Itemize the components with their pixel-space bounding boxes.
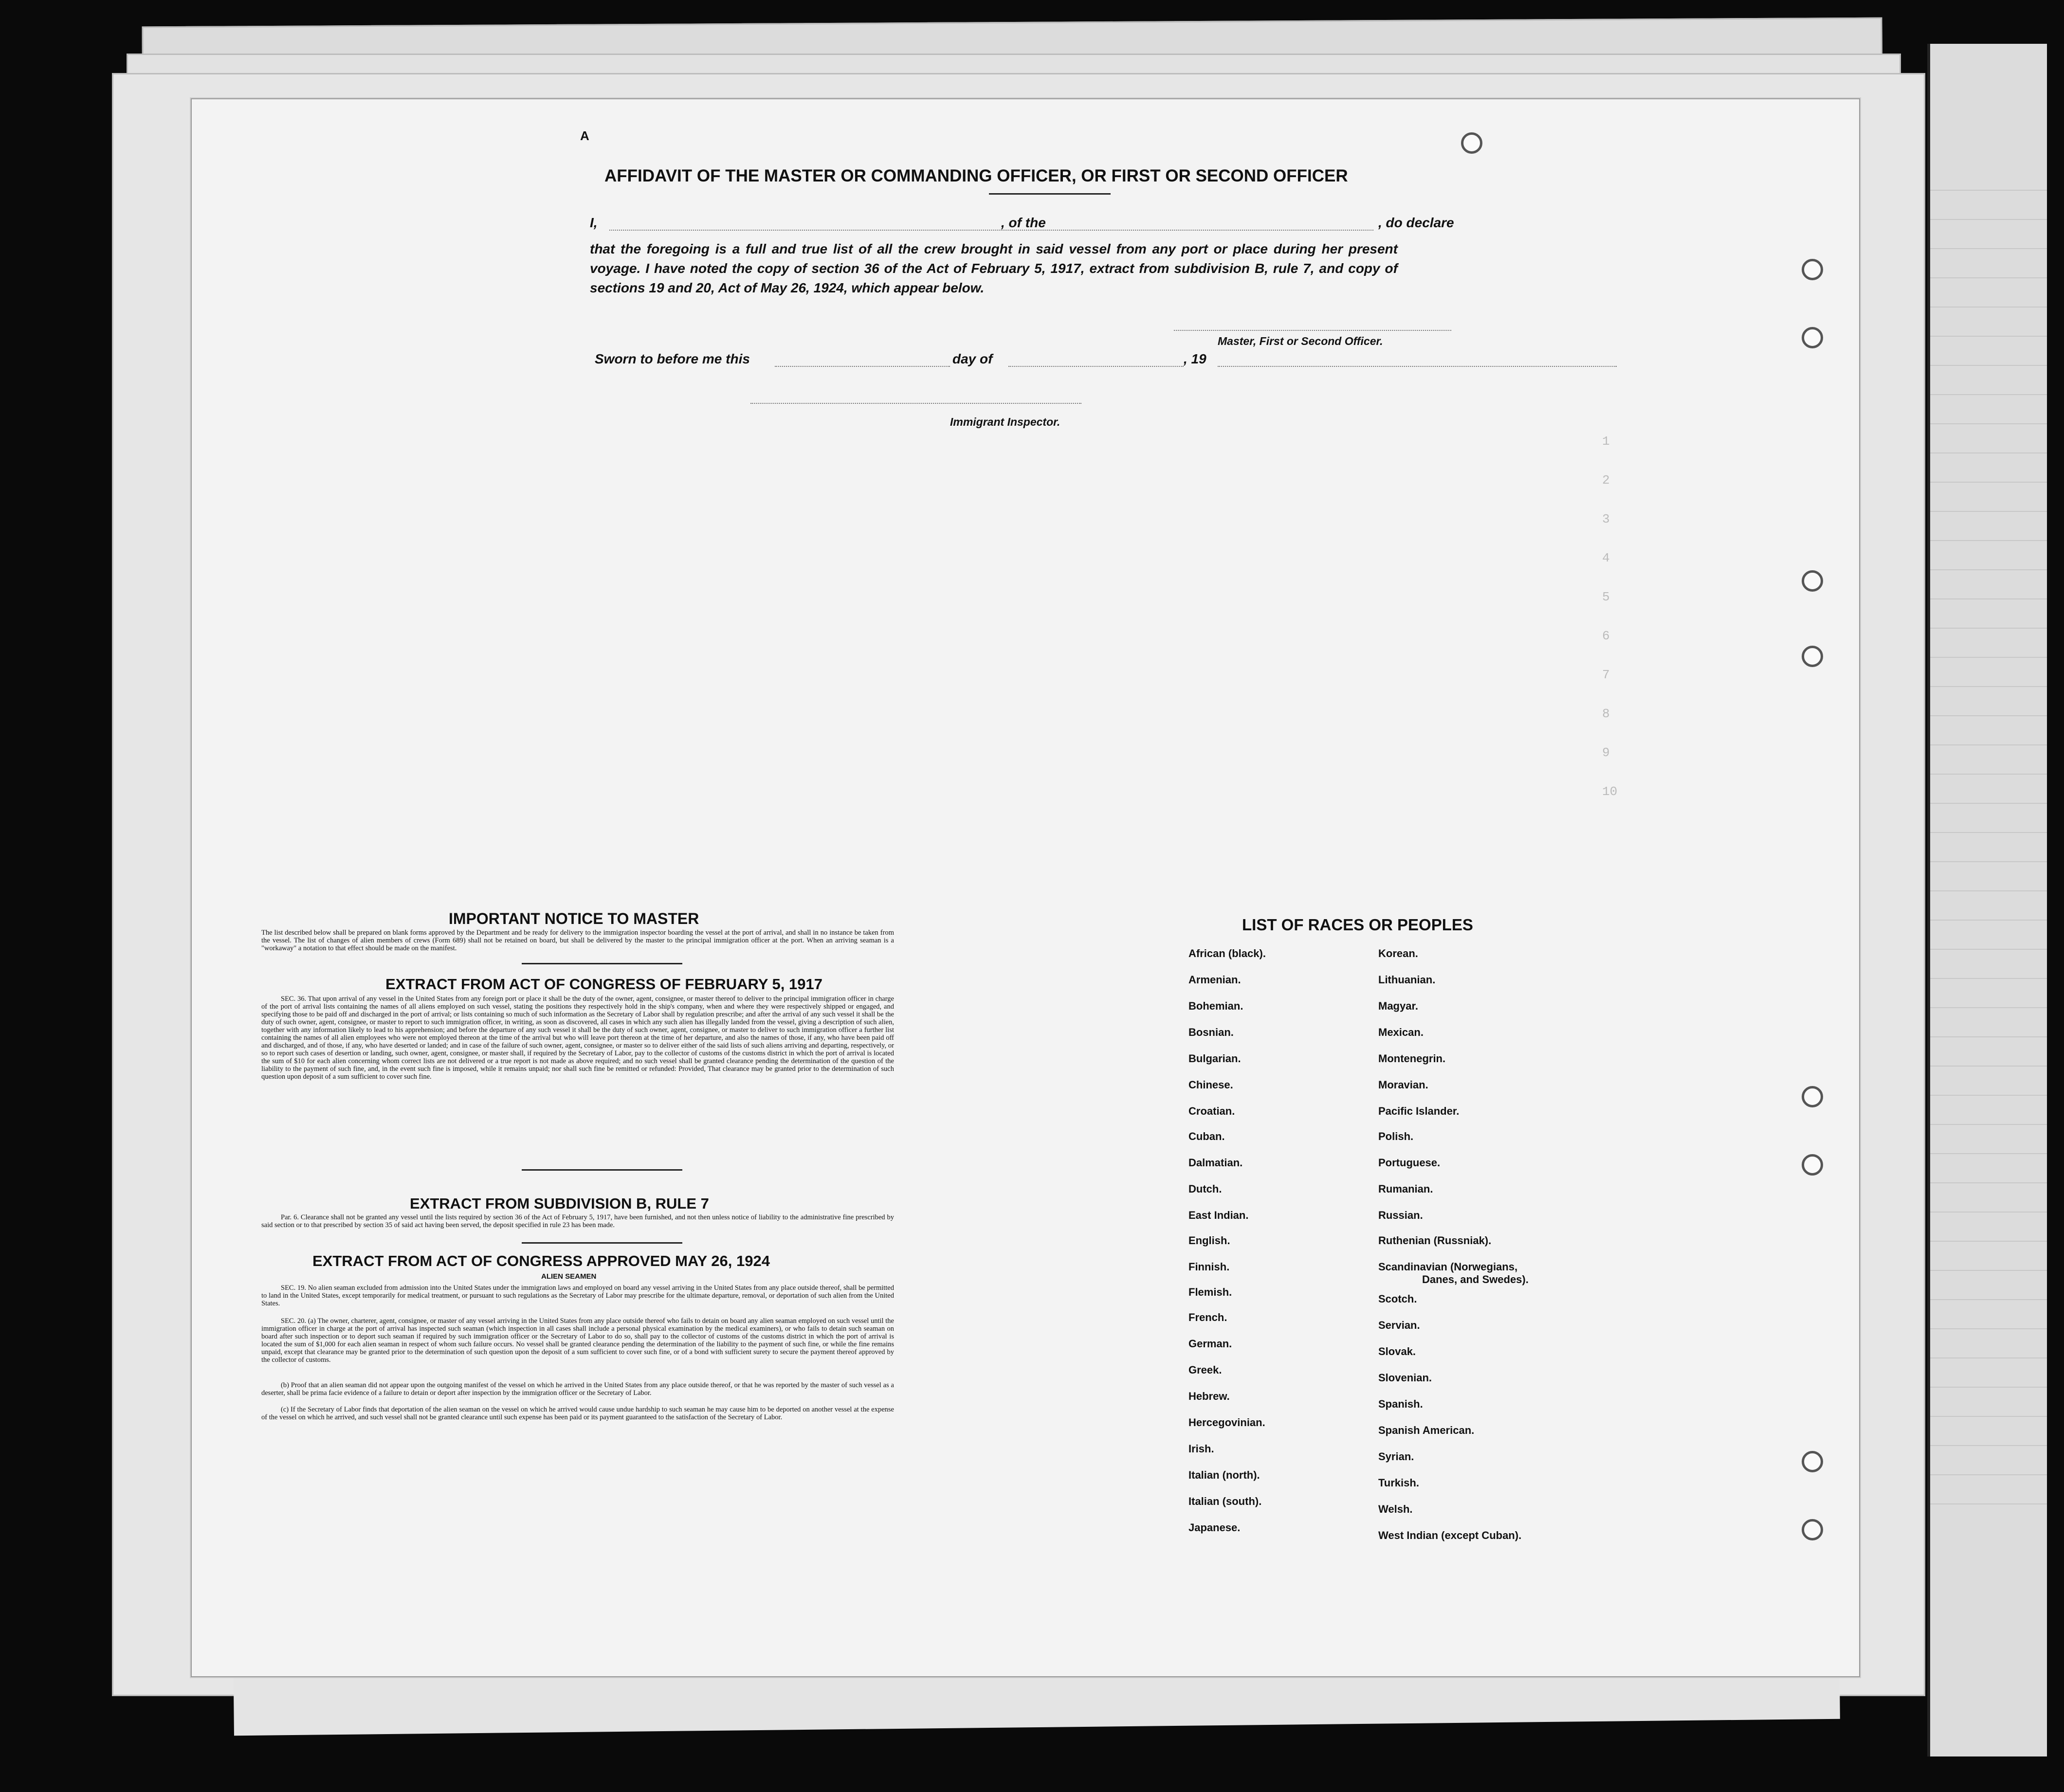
race-item: Magyar. (1378, 1000, 1418, 1012)
race-item: Slovenian. (1378, 1372, 1432, 1384)
race-item: Spanish. (1378, 1398, 1423, 1410)
punch-hole (1802, 570, 1823, 592)
race-item: Spanish American. (1378, 1424, 1475, 1436)
race-item: Syrian. (1378, 1450, 1414, 1463)
race-item: Japanese. (1188, 1521, 1241, 1534)
race-item: Pacific Islander. (1378, 1105, 1460, 1117)
affidavit-line1-declare: , do declare (1378, 215, 1454, 230)
race-item: Lithuanian. (1378, 974, 1436, 986)
affidavit-line1-i: I, (590, 215, 598, 230)
race-item: Croatian. (1188, 1105, 1235, 1117)
extract-1917-text: SEC. 36. That upon arrival of any vessel in the United States from any foreign port or place it shall be the duty of the owner, agent, consignee, or master thereof to deliver to the principal immigration officer in charge of the port of arrival lists containing the names of all aliens employed on such vessel, stating the positions they respectively hold in the ship's company, when and where they were respectively shipped or engaged, and specifying those to be paid off and discharged in the port of arrival; or lists containing so much of such information as the Secretary of Labor shall by regulation prescribe; and after the arrival of any such vessel it shall be the duty of such owner, agent, consignee, or master to report to such immigration officer, in writing, as soon as discovered, all cases in which any such alien has illegally landed from the vessel, giving a description of such alien, together with any information likely to lead to his apprehension; and before the departure of any such vessel it shall be the duty of such owner, agent, consignee, or master to deliver to such immigration officer a further list containing the names of all alien employees who were not employed thereon at the time of the arrival but who will leave port thereon at the time of her departure, and also the names of those, if any, who have been paid off and discharged, and of those, if any, who have deserted or landed; and in case of the failure of such owner, agent, consignee, or master so to deliver either of the said lists of such aliens arriving and departing, respectively, or so to report such cases of desertion or landing, such owner, agent, consignee, or master shall, if required by the Secretary of Labor, pay to the collector of customs of the customs district in which the port of arrival is located the sum of $10 for each alien concerning whom correct lists are not delivered or a true report is not made as above required; and no such vessel shall be granted clearance pending the determination of the question of the liability to the payment of such fine, and, in the event such fine is imposed, while it remains unpaid; nor shall such fine be remitted or refunded: Provided, That clearance may be granted prior to the determination of such question upon deposit of a sum sufficient to cover such fine. (261, 995, 894, 1081)
day-of-label: day of (952, 351, 993, 366)
race-item: French. (1188, 1311, 1227, 1323)
race-item: Welsh. (1378, 1503, 1413, 1515)
immigrant-inspector-label: Immigrant Inspector. (950, 416, 1060, 428)
race-item: Turkish. (1378, 1477, 1419, 1489)
race-item: Bulgarian. (1188, 1052, 1241, 1065)
race-item: Chinese. (1188, 1079, 1233, 1091)
race-item: Rumanian. (1378, 1183, 1433, 1195)
race-item: English. (1188, 1234, 1230, 1247)
races-title: LIST OF RACES OR PEOPLES (1242, 916, 1473, 934)
race-item: Slovak. (1378, 1345, 1416, 1358)
punch-hole (1461, 132, 1482, 154)
document-sheet: 1 2 3 4 5 6 7 8 9 10 A AFFIDAVIT OF THE MASTER OR COMMANDING OFFICER, OR FIRST OR SECOND OFFICER I, , of the , do declare that the foregoing is a full and true list of all the crew brought in said vessel from any port or place during her present voyage. I have noted the copy of section 36 of the Act of February 5, 1917, extract from subdivision B, rule 7, and copy of sections 19 and 20, Act of May 26, 1924, which appear below. Master, First or Second Officer. Sworn to before me this day of , 19 Immigrant Inspector. IMPORTANT NOTICE TO MASTER The list described below shall be prepared on blank forms approved by the Department and be ready for delivery to the immigration inspector boarding the vessel at the port of arrival, and shall in no instance be taken from the vessel. The list of changes of alien members of crews (Form 689) shall not be retained on board, but shall be delivered by the master to the principal immigration officer at the port. When an arriving seaman is a "workaway" a notation to that effect should be made on the manifest. EXTRACT FROM ACT OF CONGRESS OF FEBRUARY 5, 1917 SEC. 36. That upon arrival of any vessel in the United States from any foreign port or place it shall be the duty of the owner, agent, consignee, or master thereof to deliver to the principal immigration officer in charge of the port of arrival lists containing the names of all aliens employed on such vessel, stating the positions they respectively hold in the ship's company, when and where they were respectively shipped or engaged, and specifying those to be paid off and discharged in the port of arrival; or lists containing so much of such information as the Secretary of Labor shall by regulation prescribe; and after the arrival of any such vessel it shall be the duty of such owner, agent, consignee, or master to report to such immigration officer, in writing, as soon as discovered, all cases in which any such alien has illegally landed from the vessel, giving a description of such alien, together with any information likely to lead to his apprehension; and before the departure of any such vessel it shall be the duty of such owner, agent, consignee, or master to deliver to such immigration officer a further list containing the names of all alien employees who were not employed thereon at the time of the arrival but who will leave port thereon at the time of her departure, and also the names of those, if any, who have been paid off and discharged, and of those, if any, who have deserted or landed; and in case of the failure of such owner, agent, consignee, or master so to deliver either of the said lists of such aliens arriving and departing, respectively, or so to report such cases of desertion or landing, such owner, agent, consignee, or master shall, if required by the Secretary of Labor, pay to the collector of customs of the customs district in which the port of arrival is located the sum of $10 for each alien concerning whom correct lists are not delivered or a true report is not made as above required; and no such vessel shall be granted clearance pending the determination of the question of the liability to the payment of such fine, and, in the event such fine is imposed, while it remains unpaid; nor shall such fine be remitted or refunded: Provided, That clearance may be granted prior to the determination of such question upon deposit of a sum sufficient to cover such fine. EXTRACT FROM SUBDIVISION B, RULE 7 Par. 6. Clearance shall not be granted any vessel until the lists required by section 36 of the Act of February 5, 1917, have been furnished, and not then unless notice of liability to the administrative fine prescribed by said section or to that prescribed by section 35 of said act having been served, the deposit specified in rule 23 has been made. EXTRACT FROM ACT OF CONGRESS APPROVED MAY 26, 1924 ALIEN SEAMEN SEC. 19. No alien seaman excluded from admission into the United States under the immigration laws and employed on board any vessel arriving in the United States from any place outside thereof, shall be permitted to land in the United States, except temporarily for medical treatment, or pursuant to such regulations as the Secretary of Labor may prescribe for the ultimate departure, removal, or deportation of such alien from the United States. SEC. 20. (a) The owner, charterer, agent, consignee, or master of any vessel arriving in the United States from any place outside thereof who fails to detain on board any alien seaman employed on such vessel until the immigration officer in charge at the port of arrival has inspected such seaman (which inspection in all cases shall include a personal physical examination by the medical examiners), or who fails to detain such seaman on board after such inspection or to deport such seaman if required by such immigration officer or the Secretary of Labor to do so, shall pay to the collector of customs of the customs district in which the port of arrival is located the sum of $1,000 for each alien seaman in respect of whom such failure occurs. No vessel shall be granted clearance pending the determination of the liability to the payment of such fine, or while the fine remains unpaid, except that clearance may be granted prior to the determination of such question upon the deposit of a sum sufficient to cover such fine, or of a bond with sufficient surety to secure the payment thereof approved by the collector of customs. (b) Proof that an alien seaman did not appear upon the outgoing manifest of the vessel on which he arrived in the United States from any place outside thereof, or that he was reported by the master of such vessel as a deserter, shall be prima facie evidence of a failure to detain or deport after inspection by the immigration officer or the Secretary of Labor. (c) If the Secretary of Labor finds that deportation of the alien seaman on the vessel on which he arrived would cause undue hardship to such seaman he may cause him to be deported on another vessel at the expense of the vessel on which he arrived, and such vessel shall not be granted clearance until such expense has been paid or its payment guaranteed to the satisfaction of the Secretary of Labor. LIST OF RACES OR PEOPLES African (black). Armenian. Bohemian. Bosnian. Bulgarian. Chinese. Croatian. Cuban. Dalmatian. Dutch. East Indian. English. Finnish. Flemish. French. German. Greek. Hebrew. Hercegovinian. Irish. Italian (north). Italian (south). Japanese. Korean. Lithuanian. Magyar. Mexican. Montenegrin. Moravian. Pacific Islander. Polish. Portuguese. Rumanian. Russian. Ruthenian (Russniak). Scandinavian (Norwegians, Danes, and Swedes). Scotch. Servian. Slovak. Slovenian. Spanish. Spanish American. Syrian. Turkish. Welsh. West Indian (except Cuban). (190, 97, 1861, 1678)
race-item: Irish. (1188, 1443, 1214, 1455)
punch-hole (1802, 327, 1823, 348)
rule7-title: EXTRACT FROM SUBDIVISION B, RULE 7 (410, 1195, 709, 1212)
notice-text: The list described below shall be prepared on blank forms approved by the Department and be ready for delivery to the immigration inspector boarding the vessel at the port of arrival, and shall in no instance be taken from the vessel. The list of changes of alien members of crews (Form 689) shall not be retained on board, but shall be delivered by the master to the principal immigration officer at the port. When an arriving seaman is a "workaway" a notation to that effect should be made on the manifest. (261, 929, 894, 952)
race-item: Russian. (1378, 1209, 1423, 1221)
notice-title: IMPORTANT NOTICE TO MASTER (449, 910, 699, 927)
race-item: African (black). (1188, 947, 1266, 959)
race-item: Hebrew. (1188, 1390, 1230, 1402)
punch-hole (1802, 646, 1823, 667)
master-signature-label: Master, First or Second Officer. (1218, 335, 1383, 347)
year-label: , 19 (1184, 351, 1206, 366)
affidavit-line1-of: , of the (1001, 215, 1046, 230)
rule7-text: Par. 6. Clearance shall not be granted any vessel until the lists required by section 36 of the Act of February 5, 1917, have been furnished, and not then unless notice of liability to the administrative fine prescribed by said section or to that prescribed by section 35 of said act having been served, the deposit specified in rule 23 has been made. (261, 1213, 894, 1229)
punch-hole (1802, 1519, 1823, 1540)
punch-hole (1802, 1451, 1823, 1472)
race-item: Korean. (1378, 947, 1418, 959)
race-item: Mexican. (1378, 1026, 1424, 1038)
sec20a-text: SEC. 20. (a) The owner, charterer, agent, consignee, or master of any vessel arriving in the United States from any place outside thereof who fails to detain on board any alien seaman employed on such vessel until the immigration officer in charge at the port of arrival has inspected such seaman (which inspection in all cases shall include a personal physical examination by the medical examiners), or who fails to detain such seaman on board after such inspection or to deport such seaman if required by such immigration officer or the Secretary of Labor to do so, shall pay to the collector of customs of the customs district in which the port of arrival is located the sum of $1,000 for each alien seaman in respect of whom such failure occurs. No vessel shall be granted clearance pending the determination of the liability to the payment of such fine, or while the fine remains unpaid, except that clearance may be granted prior to the determination of such question upon the deposit of a sum sufficient to cover such fine, or of a bond with sufficient surety to secure the payment thereof approved by the collector of customs. (261, 1317, 894, 1364)
race-item: German. (1188, 1338, 1232, 1350)
extract-1917-title: EXTRACT FROM ACT OF CONGRESS OF FEBRUARY 5, 1917 (385, 976, 822, 993)
race-item: Servian. (1378, 1319, 1420, 1331)
race-item: Armenian. (1188, 974, 1241, 986)
adjacent-page-strip (1927, 44, 2047, 1756)
race-item: East Indian. (1188, 1209, 1249, 1221)
race-item: Dutch. (1188, 1183, 1222, 1195)
race-item: Ruthenian (Russniak). (1378, 1234, 1492, 1247)
race-item: Scandinavian (Norwegians, (1378, 1261, 1518, 1273)
race-item: Polish. (1378, 1130, 1414, 1142)
race-item: Scotch. (1378, 1293, 1417, 1305)
extract-1924-title: EXTRACT FROM ACT OF CONGRESS APPROVED MAY 26, 1924 (312, 1252, 770, 1269)
race-item: Danes, and Swedes). (1422, 1273, 1529, 1285)
sec20c-text: (c) If the Secretary of Labor finds that deportation of the alien seaman on the vessel on which he arrived would cause undue hardship to such seaman he may cause him to be deported on another vessel at the expense of the vessel on which he arrived, and such vessel shall not be granted clearance until such expense has been paid or its payment guaranteed to the satisfaction of the Secretary of Labor. (261, 1406, 894, 1421)
race-item: Portuguese. (1378, 1157, 1441, 1169)
race-item: Flemish. (1188, 1286, 1232, 1298)
race-item: West Indian (except Cuban). (1378, 1529, 1522, 1541)
sec20b-text: (b) Proof that an alien seaman did not appear upon the outgoing manifest of the vessel on which he arrived in the United States from any place outside thereof, or that he was reported by the master of such vessel as a deserter, shall be prima facie evidence of a failure to detain or deport after inspection by the immigration officer or the Secretary of Labor. (261, 1381, 894, 1397)
race-item: Finnish. (1188, 1261, 1230, 1273)
race-item: Hercegovinian. (1188, 1416, 1265, 1429)
race-item: Cuban. (1188, 1130, 1225, 1142)
letter-a: A (580, 128, 589, 143)
race-item: Dalmatian. (1188, 1157, 1243, 1169)
sworn-label: Sworn to before me this (595, 351, 750, 366)
race-item: Italian (north). (1188, 1469, 1260, 1481)
punch-hole (1802, 1154, 1823, 1176)
alien-seamen-subtitle: ALIEN SEAMEN (541, 1272, 597, 1281)
sec19-text: SEC. 19. No alien seaman excluded from admission into the United States under the immigration laws and employed on board any vessel arriving in the United States from any place outside thereof, shall be permitted to land in the United States, except temporarily for medical treatment, or pursuant to such regulations as the Secretary of Labor may prescribe for the ultimate departure, removal, or deportation of such alien from the United States. (261, 1284, 894, 1307)
race-item: Moravian. (1378, 1079, 1428, 1091)
race-item: Bosnian. (1188, 1026, 1234, 1038)
punch-hole (1802, 1086, 1823, 1107)
race-item: Bohemian. (1188, 1000, 1243, 1012)
punch-hole (1802, 259, 1823, 280)
race-item: Italian (south). (1188, 1495, 1262, 1507)
affidavit-title: AFFIDAVIT OF THE MASTER OR COMMANDING OFFICER, OR FIRST OR SECOND OFFICER (604, 166, 1348, 185)
race-item: Greek. (1188, 1364, 1222, 1376)
affidavit-body: that the foregoing is a full and true list of all the crew brought in said vessel from any port or place during her present voyage. I have noted the copy of section 36 of the Act of February 5, 1917, extract from subdivision B, rule 7, and copy of sections 19 and 20, Act of May 26, 1924, which appear below. (590, 241, 1398, 295)
race-item: Montenegrin. (1378, 1052, 1446, 1065)
